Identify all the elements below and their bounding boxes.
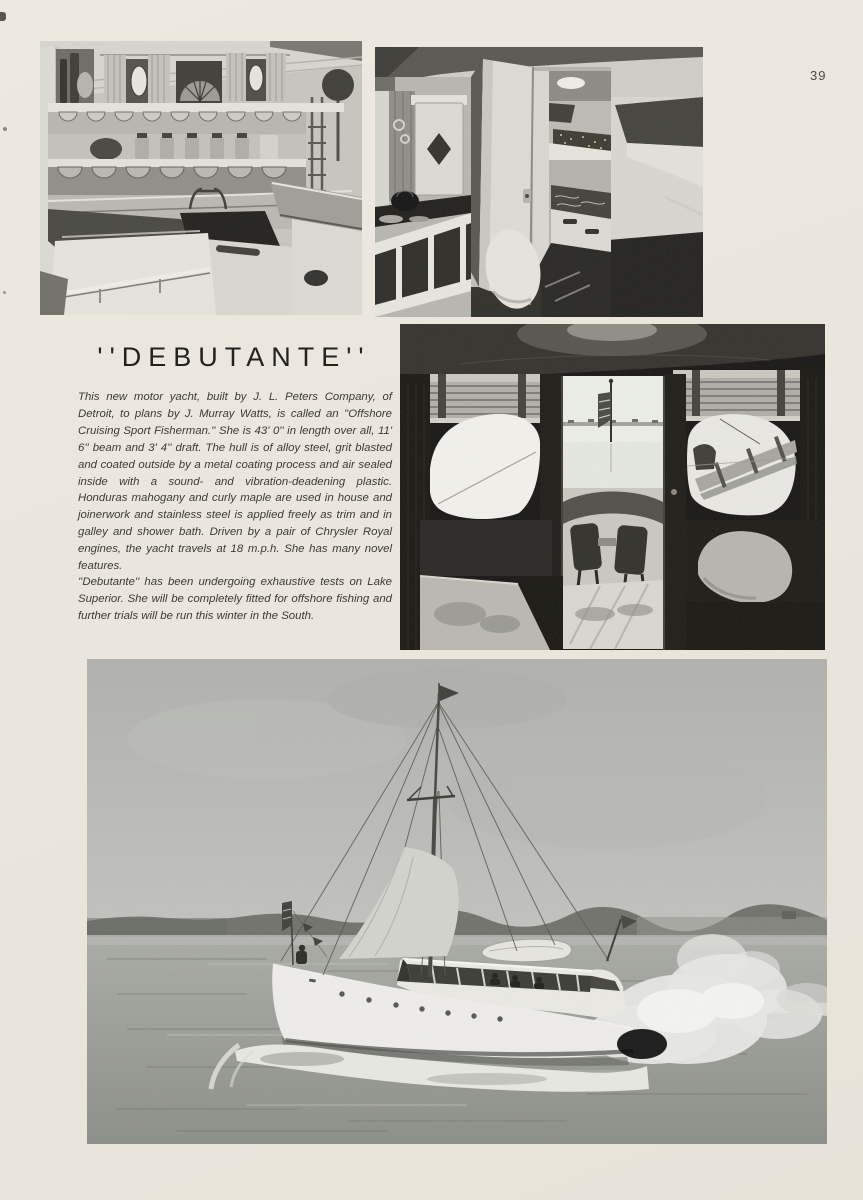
page-number: 39 (810, 68, 827, 83)
photo-yacht-underway (87, 659, 827, 1144)
scan-artifact (3, 291, 6, 294)
yacht-illustration (87, 659, 827, 1144)
stateroom-illustration (375, 47, 703, 317)
deckhouse-illustration (400, 324, 825, 650)
article-title: ''DEBUTANTE'' (97, 342, 371, 372)
scan-artifact (0, 12, 6, 21)
film-grain (87, 659, 827, 1144)
scan-artifact (3, 127, 7, 131)
film-grain (40, 41, 362, 315)
film-grain (375, 47, 703, 317)
photo-deckhouse-aft-view (400, 324, 825, 650)
film-grain (400, 324, 825, 650)
photo-stateroom-berths (375, 47, 703, 317)
article-paragraph-1: This new motor yacht, built by J. L. Peters Company, of Detroit, to plans by J. Murray Watts, is called an ''Offshore Cruising Sport Fisherman.'' She is 43' 0'' in length over all, 11' 6'' beam and 3' 4'' draft. The hull is of alloy steel, grit blasted and coated outside by a metal coating process and air sealed inside with a sound- and vibration-deadening plastic. Honduras mahogany and curly maple are used in house and joinerwork and stainless steel is applied freely as trim and in galley and shower bath. Driven by a pair of Chrysler Royal engines, the yacht travels at 18 m.p.h. She has many novel features. (78, 391, 392, 573)
article-paragraph-2: ''Debutante'' has been undergoing exhaustive tests on Lake Superior. She will be completely fitted for offshore fishing and further trials will be run this winter in the South. (78, 576, 392, 622)
photo-galley-interior (40, 41, 362, 315)
galley-illustration (40, 41, 362, 315)
